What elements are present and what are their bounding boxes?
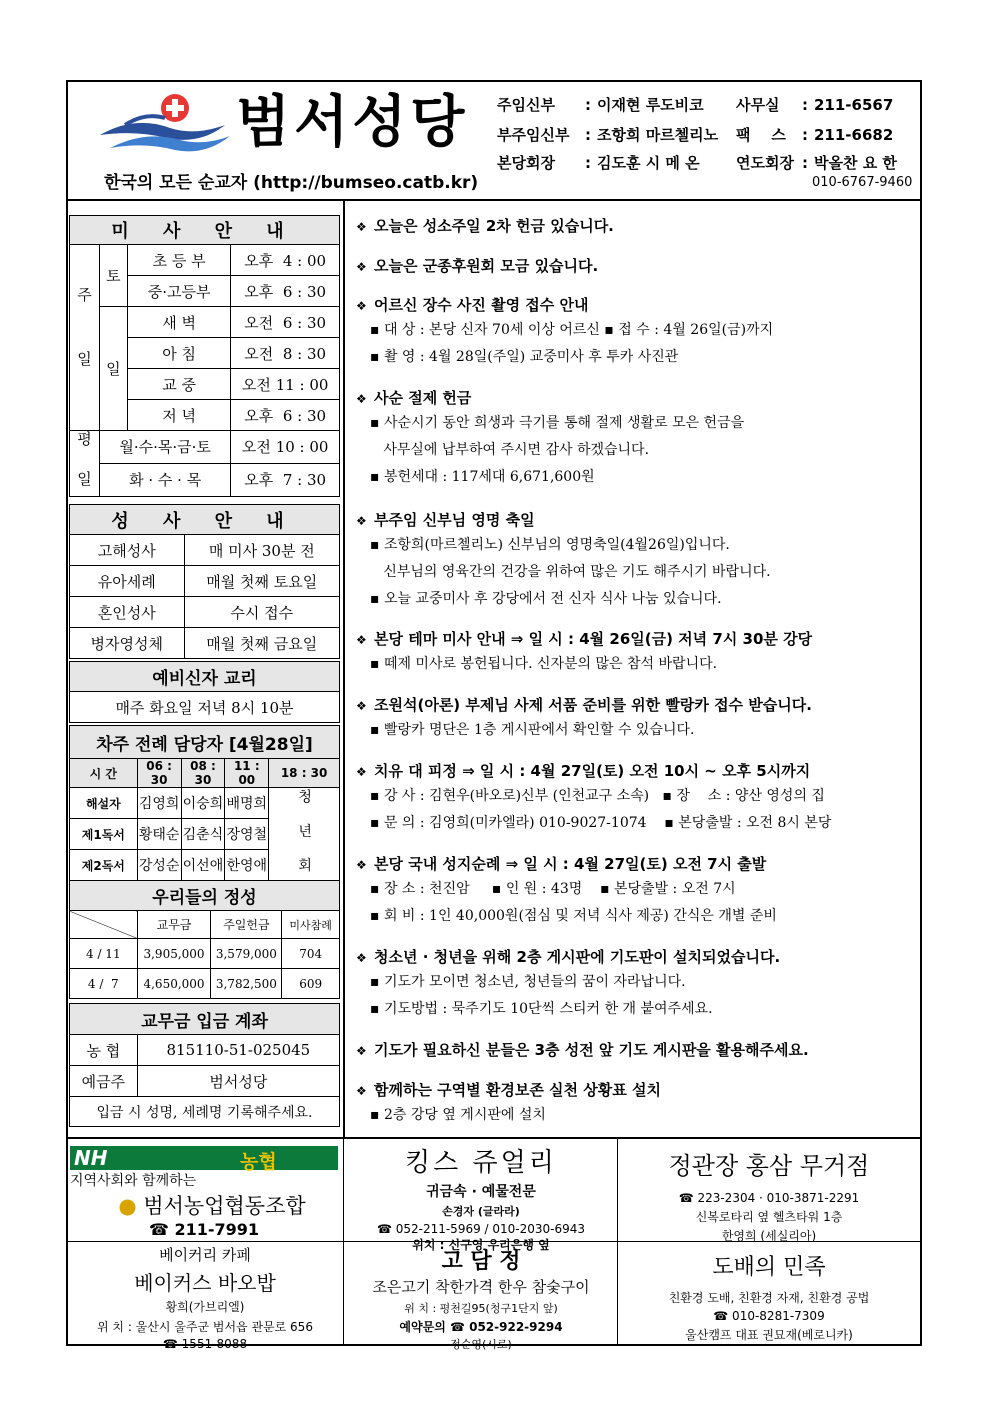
announcement-title: 함께하는 구역별 환경보존 실천 상황표 설치 <box>374 1081 661 1099</box>
assistant-pastor-info: 부주임신부 : 조항희 마르첼리노 <box>497 126 719 144</box>
sunday-label: 주 일 <box>70 245 100 431</box>
time-label: 시 간 <box>70 759 138 788</box>
ad-kings-phone: ☎ 052-211-5969 / 010-2030-6943 <box>376 1222 586 1236</box>
announcement <box>356 386 916 491</box>
announcement <box>356 759 916 837</box>
announcement-line: ▪ 문 의 : 김영희(미카엘라) 010-9027-1074 ▪ 본당출발 : 오전 8시 본당 <box>370 815 832 831</box>
offering-header: 주일헌금 <box>211 911 282 939</box>
liturgy-role: 제1독서 <box>70 819 138 850</box>
ad-kings-desc: 귀금속 · 예물전문 <box>426 1184 536 1200</box>
ad-bakery-type: 베이커리 카페 <box>159 1246 251 1264</box>
diamond-bullet-icon: ❖ <box>356 858 367 872</box>
ad-nh-tag: 지역사회와 함께하는 <box>70 1173 197 1189</box>
liturgy-time: 18 : 30 <box>269 759 340 788</box>
liturgy-time: 06 : 30 <box>137 759 181 788</box>
info-label: 본당회장 <box>497 154 555 172</box>
ad-godam <box>345 1244 617 1352</box>
ad-ginseng-phone: ☎ 223-2304 · 010-3871-2291 <box>678 1191 860 1205</box>
diamond-bullet-icon: ❖ <box>356 220 367 234</box>
ad-ginseng-location: 신복로타리 옆 헬츠타워 1층 <box>695 1210 843 1224</box>
announcement-title: 부주임 신부님 영명 축일 <box>374 511 535 529</box>
ad-dobae-desc: 친환경 도배, 친환경 자재, 친환경 공법 <box>668 1291 870 1305</box>
nh-logo-korean: 농협 <box>240 1151 277 1173</box>
announcement-line: ▪ 사순시기 동안 희생과 극기를 통해 절제 생활로 모은 헌금을 <box>370 415 745 431</box>
liturgy-person: 배명희 <box>225 788 269 819</box>
liturgy-person: 황태순 <box>137 819 181 850</box>
announcement-line: ▪ 봉헌세대 : 117세대 6,671,600원 <box>370 469 595 485</box>
info-label: 부주임신부 <box>497 126 570 144</box>
catechumen-schedule: 매주 화요일 저녁 8시 10분 <box>70 692 340 723</box>
announcement-title: 어르신 장수 사진 촬영 접수 안내 <box>374 296 589 314</box>
announcement-title: 기도가 필요하신 분들은 3층 성전 앞 기도 게시판을 활용해주세요. <box>374 1041 809 1059</box>
header-divider <box>66 199 922 201</box>
ad-dobae-name: 도배의 민족 <box>712 1255 826 1280</box>
ad-dobae <box>618 1250 920 1343</box>
ad-dobae-owner: 울산캠프 대표 권묘재(베로니카) <box>685 1328 853 1342</box>
liturgy-person: 장영철 <box>225 819 269 850</box>
account-holder: 범서성당 <box>137 1066 339 1097</box>
ad-bakery <box>68 1244 342 1351</box>
ad-nh-name: ● 범서농업협동조합 <box>118 1194 306 1218</box>
offering-count: 704 <box>282 939 340 969</box>
info-value: 김도훈 시 메 온 <box>597 154 700 172</box>
diamond-bullet-icon: ❖ <box>356 699 367 713</box>
mass-table <box>69 215 340 497</box>
ad-bakery-phone: ☎ 1551-8088 <box>162 1337 248 1351</box>
bank-name: 농 협 <box>70 1035 138 1066</box>
offering-date: 4 / 11 <box>70 939 138 969</box>
mass-title: 미 사 안 내 <box>70 216 340 245</box>
youth-group: 청 년 회 <box>269 788 340 881</box>
diamond-bullet-icon: ❖ <box>356 1084 367 1098</box>
info-label: 연도회장 <box>736 154 794 172</box>
info-label: 팩 스 <box>736 126 786 144</box>
mass-time: 오후 4 : 00 <box>231 245 340 276</box>
church-logo <box>95 90 235 160</box>
mass-time: 오전 10 : 00 <box>231 431 340 464</box>
ad-kings-owner: 손경자 (글라라) <box>442 1205 520 1218</box>
ad-bakery-name: 베이커스 바오밥 <box>134 1271 276 1295</box>
ad-ginseng-owner: 한영희 (세실리아) <box>721 1229 817 1243</box>
info-value: 박올찬 요 한 <box>814 154 897 172</box>
announcement <box>356 508 916 613</box>
announcement-title: 오늘은 군종후원회 모금 있습니다. <box>374 257 599 275</box>
mass-name: 교 중 <box>127 369 231 400</box>
yeondo-phone: 010-6767-9460 <box>812 175 913 190</box>
sacrament-name: 병자영성체 <box>70 628 185 659</box>
info-label: 주임신부 <box>497 96 555 114</box>
mass-time: 오후 7 : 30 <box>231 463 340 496</box>
offering-amount: 3,782,500 <box>211 969 282 999</box>
announcement <box>356 852 916 930</box>
fax-number: 팩 스 : 211-6682 <box>736 126 894 144</box>
ad-kings-name: 킹스 쥬얼리 <box>405 1148 557 1178</box>
sacrament-name: 혼인성사 <box>70 597 185 628</box>
info-value: 조항희 마르첼리노 <box>597 126 719 144</box>
offering-amount: 4,650,000 <box>137 969 211 999</box>
mass-name: 초 등 부 <box>127 245 231 276</box>
announcement-title: 청소년 · 청년을 위해 2층 게시판에 기도판이 설치되었습니다. <box>374 948 781 966</box>
announcement-title: 오늘은 성소주일 2차 헌금 있습니다. <box>374 217 614 235</box>
liturgy-role: 해설자 <box>70 788 138 819</box>
announcement <box>356 1078 916 1129</box>
mass-time: 오후 6 : 30 <box>231 276 340 307</box>
liturgy-person: 강성순 <box>137 850 181 881</box>
announcement-line: ▪ 2층 강당 옆 게시판에 설치 <box>370 1107 546 1123</box>
ad-kings <box>345 1142 617 1253</box>
diamond-bullet-icon: ❖ <box>356 392 367 406</box>
account-title: 교무금 입금 계좌 <box>70 1004 340 1035</box>
announcement <box>356 627 916 678</box>
liturgy-time: 08 : 30 <box>181 759 225 788</box>
liturgy-table <box>69 725 340 881</box>
sacrament-title: 성 사 안 내 <box>70 505 340 535</box>
diamond-bullet-icon: ❖ <box>356 633 367 647</box>
announcement-line: ▪ 빨랑카 명단은 1층 게시판에서 확인할 수 있습니다. <box>370 722 695 738</box>
slogan[interactable]: 한국의 모든 순교자 (http://bumseo.catb.kr) <box>104 173 479 193</box>
ads-divider <box>66 1137 922 1139</box>
announcement-line: ▪ 조항희(마르첼리노) 신부님의 영명축일(4월26일)입니다. <box>370 537 730 553</box>
sacrament-value: 수시 접수 <box>184 597 339 628</box>
parish-president-info: 본당회장 : 김도훈 시 메 온 <box>497 154 700 172</box>
saturday-label: 토 <box>99 245 127 307</box>
announcement-line: ▪ 떼제 미사로 봉헌됩니다. 신자분의 많은 참석 바랍니다. <box>370 656 718 672</box>
church-name: 범서성당 <box>236 90 469 155</box>
sacrament-value: 매 미사 30분 전 <box>184 535 339 566</box>
mass-name: 화 · 수 · 목 <box>99 463 230 496</box>
announcement-title: 사순 절제 헌금 <box>374 389 472 407</box>
nh-logo: NH <box>74 1146 108 1170</box>
diamond-bullet-icon: ❖ <box>356 765 367 779</box>
liturgy-person: 이선애 <box>181 850 225 881</box>
ad-godam-owner: 정순영(시로) <box>450 1338 512 1351</box>
info-value: 211-6567 <box>814 96 894 114</box>
mass-time: 오후 6 : 30 <box>231 400 340 431</box>
diagonal-cell <box>70 911 138 939</box>
yeondo-president: 연도회장 : 박올찬 요 한 <box>736 154 897 172</box>
announcement <box>356 254 916 278</box>
liturgy-person: 한영애 <box>225 850 269 881</box>
ad-godam-name: 고 담 정 <box>441 1248 521 1274</box>
info-value: 211-6682 <box>814 126 894 144</box>
account-number: 815110-51-025045 <box>137 1035 339 1066</box>
mass-time: 오전 11 : 00 <box>231 369 340 400</box>
ad-nh-phone: ☎ 211-7991 <box>148 1220 260 1239</box>
mass-time: 오전 6 : 30 <box>231 307 340 338</box>
nh-emblem-icon: ● <box>118 1194 137 1218</box>
ad-godam-desc: 조은고기 착한가격 한우 참숯구이 <box>372 1278 590 1296</box>
ad-dobae-phone: ☎ 010-8281-7309 <box>713 1309 825 1323</box>
diamond-bullet-icon: ❖ <box>356 514 367 528</box>
announcement <box>356 214 916 238</box>
catechumen-table <box>69 661 340 723</box>
info-value: 이재현 루도비코 <box>597 96 704 114</box>
offering-amount: 3,905,000 <box>137 939 211 969</box>
catechumen-title: 예비신자 교리 <box>70 662 340 692</box>
mass-name: 아 침 <box>127 338 231 369</box>
offering-amount: 3,579,000 <box>211 939 282 969</box>
announcement <box>356 1038 916 1062</box>
sacrament-value: 매월 첫째 토요일 <box>184 566 339 597</box>
diamond-bullet-icon: ❖ <box>356 1044 367 1058</box>
liturgy-role: 제2독서 <box>70 850 138 881</box>
office-phone: 사무실 : 211-6567 <box>736 96 894 114</box>
announcement-line: 사무실에 납부하여 주시면 감사 하겠습니다. <box>370 442 650 458</box>
announcement-line: 신부님의 영육간의 건강을 위하여 많은 기도 해주시기 바랍니다. <box>370 564 771 580</box>
sacrament-value: 매월 첫째 금요일 <box>184 628 339 659</box>
sacrament-name: 고해성사 <box>70 535 185 566</box>
liturgy-title: 차주 전례 담당자 [4월28일] <box>70 726 340 759</box>
ad-bakery-location: 위 치 : 울산시 울주군 범서읍 관문로 656 <box>97 1320 313 1334</box>
deposit-note: 입금 시 성명, 세례명 기록해주세요. <box>70 1097 340 1127</box>
weekday-label: 평 일 <box>70 431 100 497</box>
liturgy-person: 김춘식 <box>181 819 225 850</box>
diamond-bullet-icon: ❖ <box>356 299 367 313</box>
offering-date: 4 / 7 <box>70 969 138 999</box>
announcement <box>356 693 916 744</box>
column-divider <box>343 200 345 1138</box>
offering-title: 우리들의 정성 <box>70 881 340 911</box>
offering-header: 미사참례 <box>282 911 340 939</box>
mass-name: 저 녁 <box>127 400 231 431</box>
liturgy-person: 김영희 <box>137 788 181 819</box>
ads-col-divider-1 <box>343 1138 344 1346</box>
ad-ginseng-name: 정관장 홍삼 무거점 <box>668 1152 870 1180</box>
liturgy-person: 이숭희 <box>181 788 225 819</box>
announcement-line: ▪ 오늘 교중미사 후 강당에서 전 신자 식사 나눔 있습니다. <box>370 591 722 607</box>
offering-count: 609 <box>282 969 340 999</box>
offering-header: 교무금 <box>137 911 211 939</box>
mass-time: 오전 8 : 30 <box>231 338 340 369</box>
account-table <box>69 1003 340 1127</box>
announcement-line: ▪ 대 상 : 본당 신자 70세 이상 어르신 ▪ 접 수 : 4월 26일(금)까지 <box>370 322 774 338</box>
nh-logo-bar <box>70 1146 338 1173</box>
announcement-line: ▪ 회 비 : 1인 40,000원(점심 및 저녁 식사 제공) 간식은 개별 준비 <box>370 908 777 924</box>
sacrament-name: 유아세례 <box>70 566 185 597</box>
announcement-title: 치유 대 피정 ⇒ 일 시 : 4월 27일(토) 오전 10시 ~ 오후 5시까지 <box>374 762 811 780</box>
ad-ginseng <box>618 1146 920 1244</box>
liturgy-time: 11 : 00 <box>225 759 269 788</box>
ad-godam-location: 위 치 : 평천길95(청구1단지 앞) <box>404 1302 558 1315</box>
ad-bakery-owner: 황희(가브리엘) <box>165 1300 245 1314</box>
sacrament-table <box>69 504 340 659</box>
announcement-line: ▪ 기도가 모이면 청소년, 청년들의 꿈이 자라납니다. <box>370 974 686 990</box>
announcement-line: ▪ 촬 영 : 4월 28일(주일) 교중미사 후 투카 사진관 <box>370 349 679 365</box>
announcement-line: ▪ 장 소 : 천진암 ▪ 인 원 : 43명 ▪ 본당출발 : 오전 7시 <box>370 881 736 897</box>
announcement-line: ▪ 강 사 : 김현우(바오로)신부 (인천교구 소속) ▪ 장 소 : 양산 영성의 집 <box>370 788 825 804</box>
pastor-info: 주임신부 : 이재현 루도비코 <box>497 96 704 114</box>
info-label: 사무실 <box>736 96 780 114</box>
announcement <box>356 293 916 371</box>
sunday-day-label: 일 <box>99 307 127 431</box>
mass-name: 월·수·목·금·토 <box>99 431 230 464</box>
diamond-bullet-icon: ❖ <box>356 260 367 274</box>
ad-godam-phone: 예약문의 ☎ 052-922-9294 <box>399 1320 563 1334</box>
mass-name: 새 벽 <box>127 307 231 338</box>
announcement <box>356 945 916 1023</box>
announcement-title: 본당 테마 미사 안내 ⇒ 일 시 : 4월 26일(금) 저녁 7시 30분 강당 <box>374 630 813 648</box>
diamond-bullet-icon: ❖ <box>356 951 367 965</box>
ad-kings-location: 위치 : 신구영 우리은행 옆 <box>412 1238 550 1252</box>
holder-label: 예금주 <box>70 1066 138 1097</box>
announcement-title: 조원석(아론) 부제님 사제 서품 준비를 위한 빨랑카 접수 받습니다. <box>374 696 812 714</box>
mass-name: 중·고등부 <box>127 276 231 307</box>
announcement-title: 본당 국내 성지순례 ⇒ 일 시 : 4월 27일(토) 오전 7시 출발 <box>374 855 767 873</box>
announcement-line: ▪ 기도방법 : 묵주기도 10단씩 스티커 한 개 붙여주세요. <box>370 1001 713 1017</box>
offering-table <box>69 880 340 999</box>
